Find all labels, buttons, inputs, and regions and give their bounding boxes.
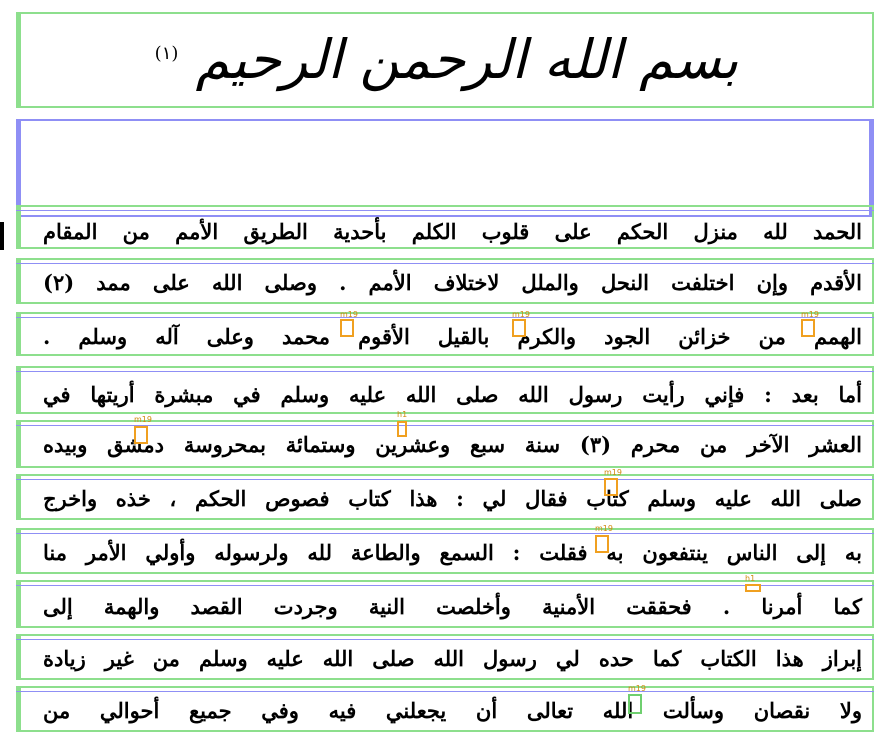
text-line-7 <box>16 528 874 574</box>
line-6-text: صلى الله عليه وسلم كتاب فقال لي : هذا كتاب فصوص الحكم ، خذه واخرج <box>43 486 862 511</box>
line-3-text: الهمم من خزائن الجود والكرم بالقيل الأقوم محمد وعلى آله وسلم . <box>43 324 862 349</box>
marker-box <box>628 694 642 714</box>
marker-label: h1 <box>397 410 408 419</box>
marker-label: m19 <box>134 415 152 424</box>
line-9-text: إبراز هذا الكتاب كما حده لي رسول الله صلى الله عليه وسلم من غير زيادة <box>43 646 862 671</box>
text-line-3 <box>16 312 874 356</box>
line-10-text: ولا نقصان وسألت الله تعالى أن يجعلني فيه وفي جميع أحوالي من <box>43 698 862 723</box>
margin-mark <box>0 222 4 250</box>
text-line-4 <box>16 366 874 414</box>
marker-label: m19 <box>628 684 646 693</box>
marker-box <box>134 426 148 444</box>
marker-label: m19 <box>340 310 358 319</box>
text-line-9 <box>16 634 874 680</box>
line-5-text: العشر الآخر من محرم (٣) سنة سبع وعشرين وستمائة بمحروسة دمشق وبيده <box>43 432 862 457</box>
basmala-text: بسم الله الرحمن الرحيم <box>195 28 739 91</box>
marker-box <box>595 535 609 553</box>
header-region <box>16 12 874 108</box>
text-line-10 <box>16 686 874 732</box>
empty-region <box>16 119 874 217</box>
marker-label: m19 <box>595 524 613 533</box>
line-4-text: أما بعد : فإني رأيت رسول الله صلى الله عليه وسلم في مبشرة أريتها في <box>43 382 862 407</box>
marker-box <box>801 319 815 337</box>
marker-label: m19 <box>512 310 530 319</box>
line-7-text: به إلى الناس ينتفعون به فقلت : السمع والطاعة لله ولرسوله وأولي الأمر منا <box>43 540 862 565</box>
line-2-text: الأقدم وإن اختلفت النحل والملل لاختلاف الأمم . وصلى الله على ممد (٢) <box>43 270 862 295</box>
marker-box <box>512 319 526 337</box>
line-1-text: الحمد لله منزل الحكم على قلوب الكلم بأحدية الطريق الأمم من المقام <box>43 219 862 244</box>
marker-box <box>340 319 354 337</box>
marker-label: m19 <box>801 310 819 319</box>
text-line-1 <box>16 205 874 249</box>
marker-label: m19 <box>604 468 622 477</box>
line-8-text: كما أمرنا . فحققت الأمنية وأخلصت النية وجردت القصد والهمة إلى <box>43 594 862 619</box>
marker-box <box>397 421 407 437</box>
marker-label: h1 <box>745 574 756 583</box>
marker-box <box>745 584 761 592</box>
footnote-number: (١) <box>154 43 179 64</box>
marker-box <box>604 478 618 496</box>
text-line-6 <box>16 474 874 520</box>
text-line-2 <box>16 258 874 304</box>
basmala-title <box>21 28 872 91</box>
